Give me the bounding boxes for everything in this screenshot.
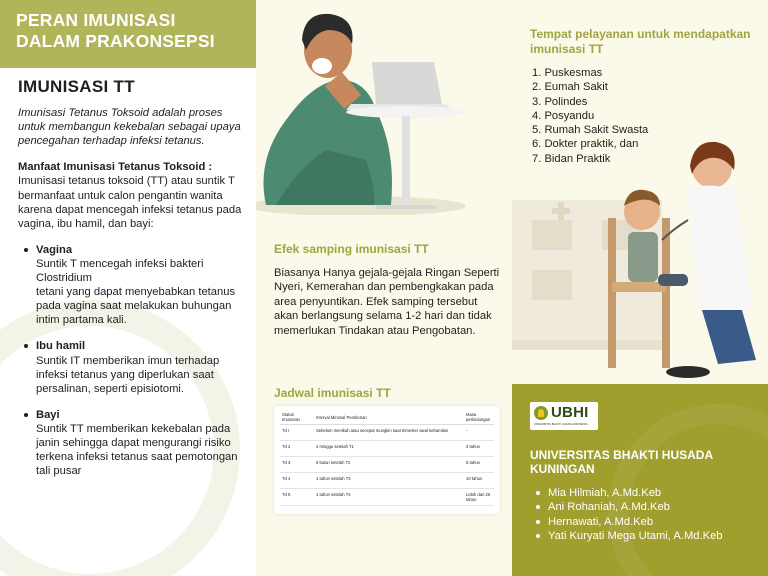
table-header: Masa perlindungan <box>464 410 494 425</box>
list-item: 1. Puskesmas <box>532 67 603 79</box>
header-banner <box>0 0 256 68</box>
panel-left <box>0 0 256 576</box>
doctor-child-illustration <box>512 140 768 384</box>
panel-middle <box>256 0 512 576</box>
table-cell: - <box>464 425 494 441</box>
efek-title: Efek samping imunisasi TT <box>274 242 429 256</box>
table-cell: 4 minggu setelah T1 <box>314 441 464 457</box>
bullet-text: Suntik T mencegah infeksi bakteri Clostridium <box>36 257 204 285</box>
definition-text: Imunisasi Tetanus Toksoid adalah proses untuk membangun kekebalan sebagai upaya pencegahan terhadap infeksi tetanus. <box>18 107 241 148</box>
table-cell: 1 tahun setelah T3 <box>314 473 464 489</box>
list-item: 3. Polindes <box>532 95 588 108</box>
logo-subtext: UNIVERSITAS BHAKTI HUSADA INDONESIA <box>534 423 588 426</box>
bullet-dot <box>24 344 28 348</box>
university-logo <box>530 402 598 430</box>
schedule-table <box>280 410 494 506</box>
efek-text: Biasanya Hanya gejala-gejala Ringan Seperti Nyeri, Kemerahan dan pembengkakan pada area penyuntikan. Efek samping tersebut akan berlangsung selama 1-2 hari dan tidak memerlukan Tindakan atau Pengobatan. <box>274 267 500 337</box>
table-row <box>280 457 494 473</box>
table-row <box>280 425 494 441</box>
benefit-intro: Imunisasi tetanus toksoid (TT) atau suntik T bermanfaat untuk calon pengantin wanita karena dapat mencegah infeksi tetanus pada vagina, ibu hamil, dan bayi: <box>18 175 242 230</box>
table-cell: 1 tahun setelah T4 <box>314 489 464 506</box>
table-cell: Td 3 <box>280 457 314 473</box>
schedule-table-card <box>274 406 500 514</box>
table-header-row <box>280 410 494 425</box>
woman-laptop-illustration <box>256 0 512 215</box>
list-item: 5. Rumah Sakit Swasta <box>532 124 649 137</box>
list-item: 4. Posyandu <box>532 109 595 122</box>
list-item: Hernawati, A.Md.Keb <box>536 515 723 529</box>
table-cell: Td I <box>280 425 314 441</box>
bullet-text: Suntik IT memberikan imun terhadap infeksi tetanus yang diperlukan saat persalinan, seperti episiotomi. <box>36 354 220 395</box>
section-title: IMUNISASI TT <box>18 77 135 96</box>
bullet-title: Bayi <box>36 408 60 421</box>
bullet-title: Ibu hamil <box>36 340 86 353</box>
table-cell: 5 tahun <box>464 457 494 473</box>
bullet-dot <box>24 413 28 417</box>
authors-list <box>536 486 723 543</box>
bullet-title: Vagina <box>36 243 73 256</box>
bullet-ibu-hamil <box>18 339 246 395</box>
table-cell: 10 tahun <box>464 473 494 489</box>
bullet-dot <box>24 248 28 252</box>
table-cell: Lebih dari 25 tahun <box>464 489 494 506</box>
table-cell: Td 2 <box>280 441 314 457</box>
table-row <box>280 441 494 457</box>
footer-panel <box>512 384 768 576</box>
university-name: UNIVERSITAS BHAKTI HUSADA KUNINGAN <box>530 448 713 477</box>
jadwal-title: Jadwal imunisasi TT <box>274 386 391 400</box>
logo-abbr: UBHI <box>551 404 589 421</box>
table-cell: 3 tahun <box>464 441 494 457</box>
list-item: Mia Hilmiah, A.Md.Keb <box>536 486 723 500</box>
benefit-title: Manfaat Imunisasi Tetanus Toksoid : <box>18 161 213 174</box>
header-line-1: PERAN IMUNISASI <box>16 10 176 30</box>
bullet-vagina <box>18 243 246 328</box>
table-row <box>280 489 494 506</box>
table-cell: Td 4 <box>280 473 314 489</box>
table-row <box>280 473 494 489</box>
table-header: Interval Minimal Pemberian <box>314 410 464 425</box>
list-item: 2. Eumah Sakit <box>532 81 608 94</box>
table-cell: Td 5 <box>280 489 314 506</box>
list-item: 6. Dokter praktik, dan <box>532 138 639 151</box>
table-cell: Sebelum menikah atau secepat mungkin saat trimester awal kehamilan <box>314 425 464 441</box>
panel-right <box>512 0 768 576</box>
header-line-2: DALAM PRAKONSEPSI <box>16 31 215 51</box>
table-cell: 6 bulan setelah T2 <box>314 457 464 473</box>
table-header: Status Imunisasi <box>280 410 314 425</box>
list-item: Ani Rohaniah, A.Md.Keb <box>536 500 723 514</box>
list-item: 7. Bidan Praktik <box>532 152 611 165</box>
left-content <box>18 77 246 478</box>
tempat-title: Tempat pelayanan untuk mendapatkan imunisasi TT <box>530 27 751 56</box>
bullet-bayi <box>18 408 246 478</box>
logo-emblem-icon <box>534 406 548 420</box>
list-item: Yati Kuryati Mega Utami, A.Md.Keb <box>536 529 723 543</box>
bullet-text: Suntik TT memberikan kekebalan pada janin sehingga dapat mengurangi risiko terkena infeksi tetanus saat pemotongan tali pusar <box>36 422 238 478</box>
bullet-text-2: tetani yang dapat menyebabkan tetanus pada vagina saat melakukan buhungan intim partama kali. <box>36 286 236 327</box>
